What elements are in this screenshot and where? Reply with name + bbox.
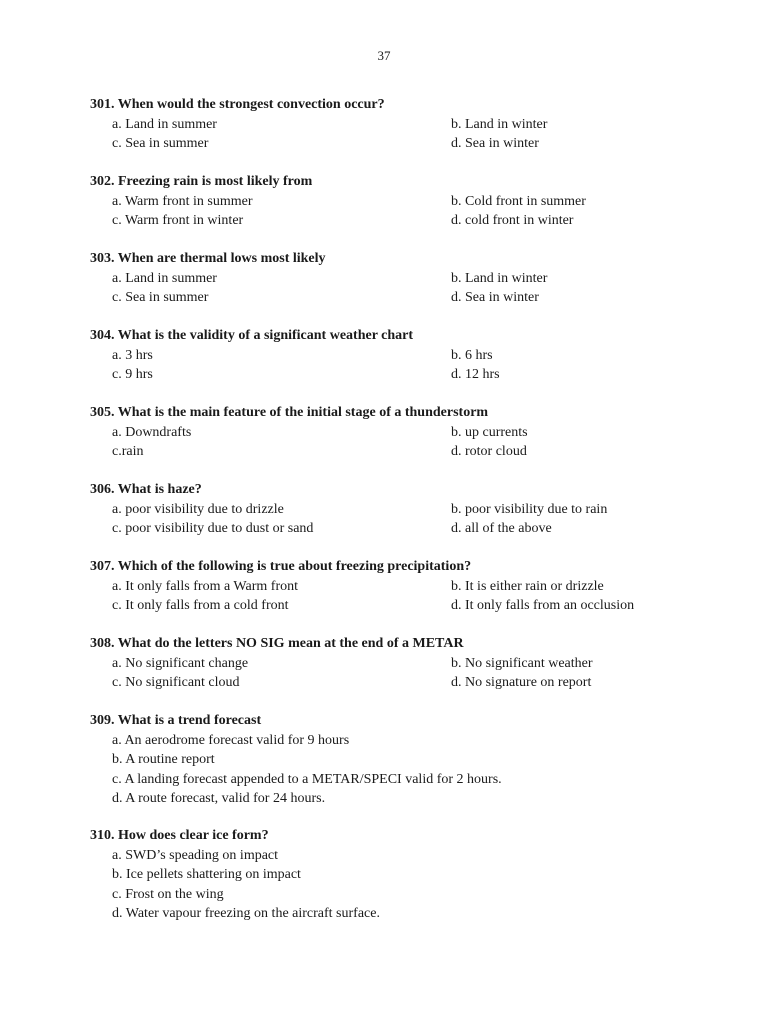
question-text: 309. What is a trend forecast — [90, 713, 262, 728]
question-307 — [90, 557, 710, 634]
option-b: b. Cold front in summer — [451, 193, 586, 209]
question-303 — [90, 249, 710, 326]
option-c: c. 9 hrs — [112, 367, 153, 382]
answer-options — [112, 654, 710, 693]
option-d: d. Sea in winter — [451, 290, 539, 305]
page-number: 37 — [377, 48, 391, 63]
option-c: c. A landing forecast appended to a METAR/SPECI valid for 2 hours. — [112, 771, 502, 787]
option-a: a. poor visibility due to drizzle — [112, 501, 284, 517]
question-text: 310. How does clear ice form? — [90, 828, 269, 843]
option-c: c. Sea in summer — [112, 136, 209, 151]
option-b: b. up currents — [451, 424, 528, 440]
option-b: b. A routine report — [112, 752, 215, 767]
option-a: a. Downdrafts — [112, 424, 192, 440]
question-text: 307. Which of the following is true about freezing precipitation? — [90, 559, 472, 574]
option-b: b. Ice pellets shattering on impact — [112, 867, 301, 882]
option-d: d. No signature on report — [451, 675, 592, 690]
option-c: c. It only falls from a cold front — [112, 598, 289, 613]
option-c: c. No significant cloud — [112, 675, 240, 690]
question-302 — [90, 172, 710, 249]
answer-options — [112, 269, 710, 308]
option-b: b. 6 hrs — [451, 347, 493, 363]
option-b: b. poor visibility due to rain — [451, 501, 608, 517]
option-d: d. all of the above — [451, 521, 552, 536]
option-a: a. Land in summer — [112, 116, 217, 132]
option-d: d. Sea in winter — [451, 136, 539, 151]
option-b: b. Land in winter — [451, 116, 548, 132]
question-309 — [90, 711, 710, 826]
option-a: a. It only falls from a Warm front — [112, 578, 299, 594]
option-d: d. rotor cloud — [451, 444, 527, 459]
question-301 — [90, 95, 710, 172]
option-b: b. Land in winter — [451, 270, 548, 286]
option-d: d. 12 hrs — [451, 367, 500, 382]
question-305 — [90, 403, 710, 480]
question-text: 301. When would the strongest convection occur? — [90, 97, 385, 112]
option-c: c. poor visibility due to dust or sand — [112, 521, 314, 536]
option-a: a. An aerodrome forecast valid for 9 hours — [112, 732, 350, 748]
option-c: c. Frost on the wing — [112, 886, 224, 902]
answer-options — [112, 731, 710, 809]
question-list — [90, 95, 710, 941]
option-c: c. Warm front in winter — [112, 213, 244, 228]
option-a: a. SWD’s speading on impact — [112, 847, 279, 863]
option-a: a. Land in summer — [112, 270, 217, 286]
answer-options — [112, 346, 710, 385]
question-text: 304. What is the validity of a significant weather chart — [90, 328, 414, 343]
answer-options — [112, 846, 710, 924]
question-306 — [90, 480, 710, 557]
option-c: c. Sea in summer — [112, 290, 209, 305]
option-d: d. cold front in winter — [451, 213, 574, 228]
option-d: d. It only falls from an occlusion — [451, 598, 635, 613]
answer-options — [112, 423, 710, 462]
question-310 — [90, 826, 710, 941]
option-a: a. Warm front in summer — [112, 193, 253, 209]
question-308 — [90, 634, 710, 711]
option-a: a. No significant change — [112, 655, 249, 671]
option-d: d. A route forecast, valid for 24 hours. — [112, 791, 326, 806]
question-text: 305. What is the main feature of the initial stage of a thunderstorm — [90, 405, 489, 420]
question-text: 302. Freezing rain is most likely from — [90, 174, 313, 189]
answer-options — [112, 115, 710, 154]
answer-options — [112, 577, 710, 616]
question-304 — [90, 326, 710, 403]
answer-options — [112, 192, 710, 231]
option-a: a. 3 hrs — [112, 347, 153, 363]
option-d: d. Water vapour freezing on the aircraft surface. — [112, 906, 380, 921]
option-b: b. It is either rain or drizzle — [451, 578, 604, 594]
option-c: c.rain — [112, 444, 144, 459]
question-text: 306. What is haze? — [90, 482, 202, 497]
answer-options — [112, 500, 710, 539]
question-text: 308. What do the letters NO SIG mean at the end of a METAR — [90, 636, 464, 651]
question-text: 303. When are thermal lows most likely — [90, 251, 326, 266]
option-b: b. No significant weather — [451, 655, 593, 671]
